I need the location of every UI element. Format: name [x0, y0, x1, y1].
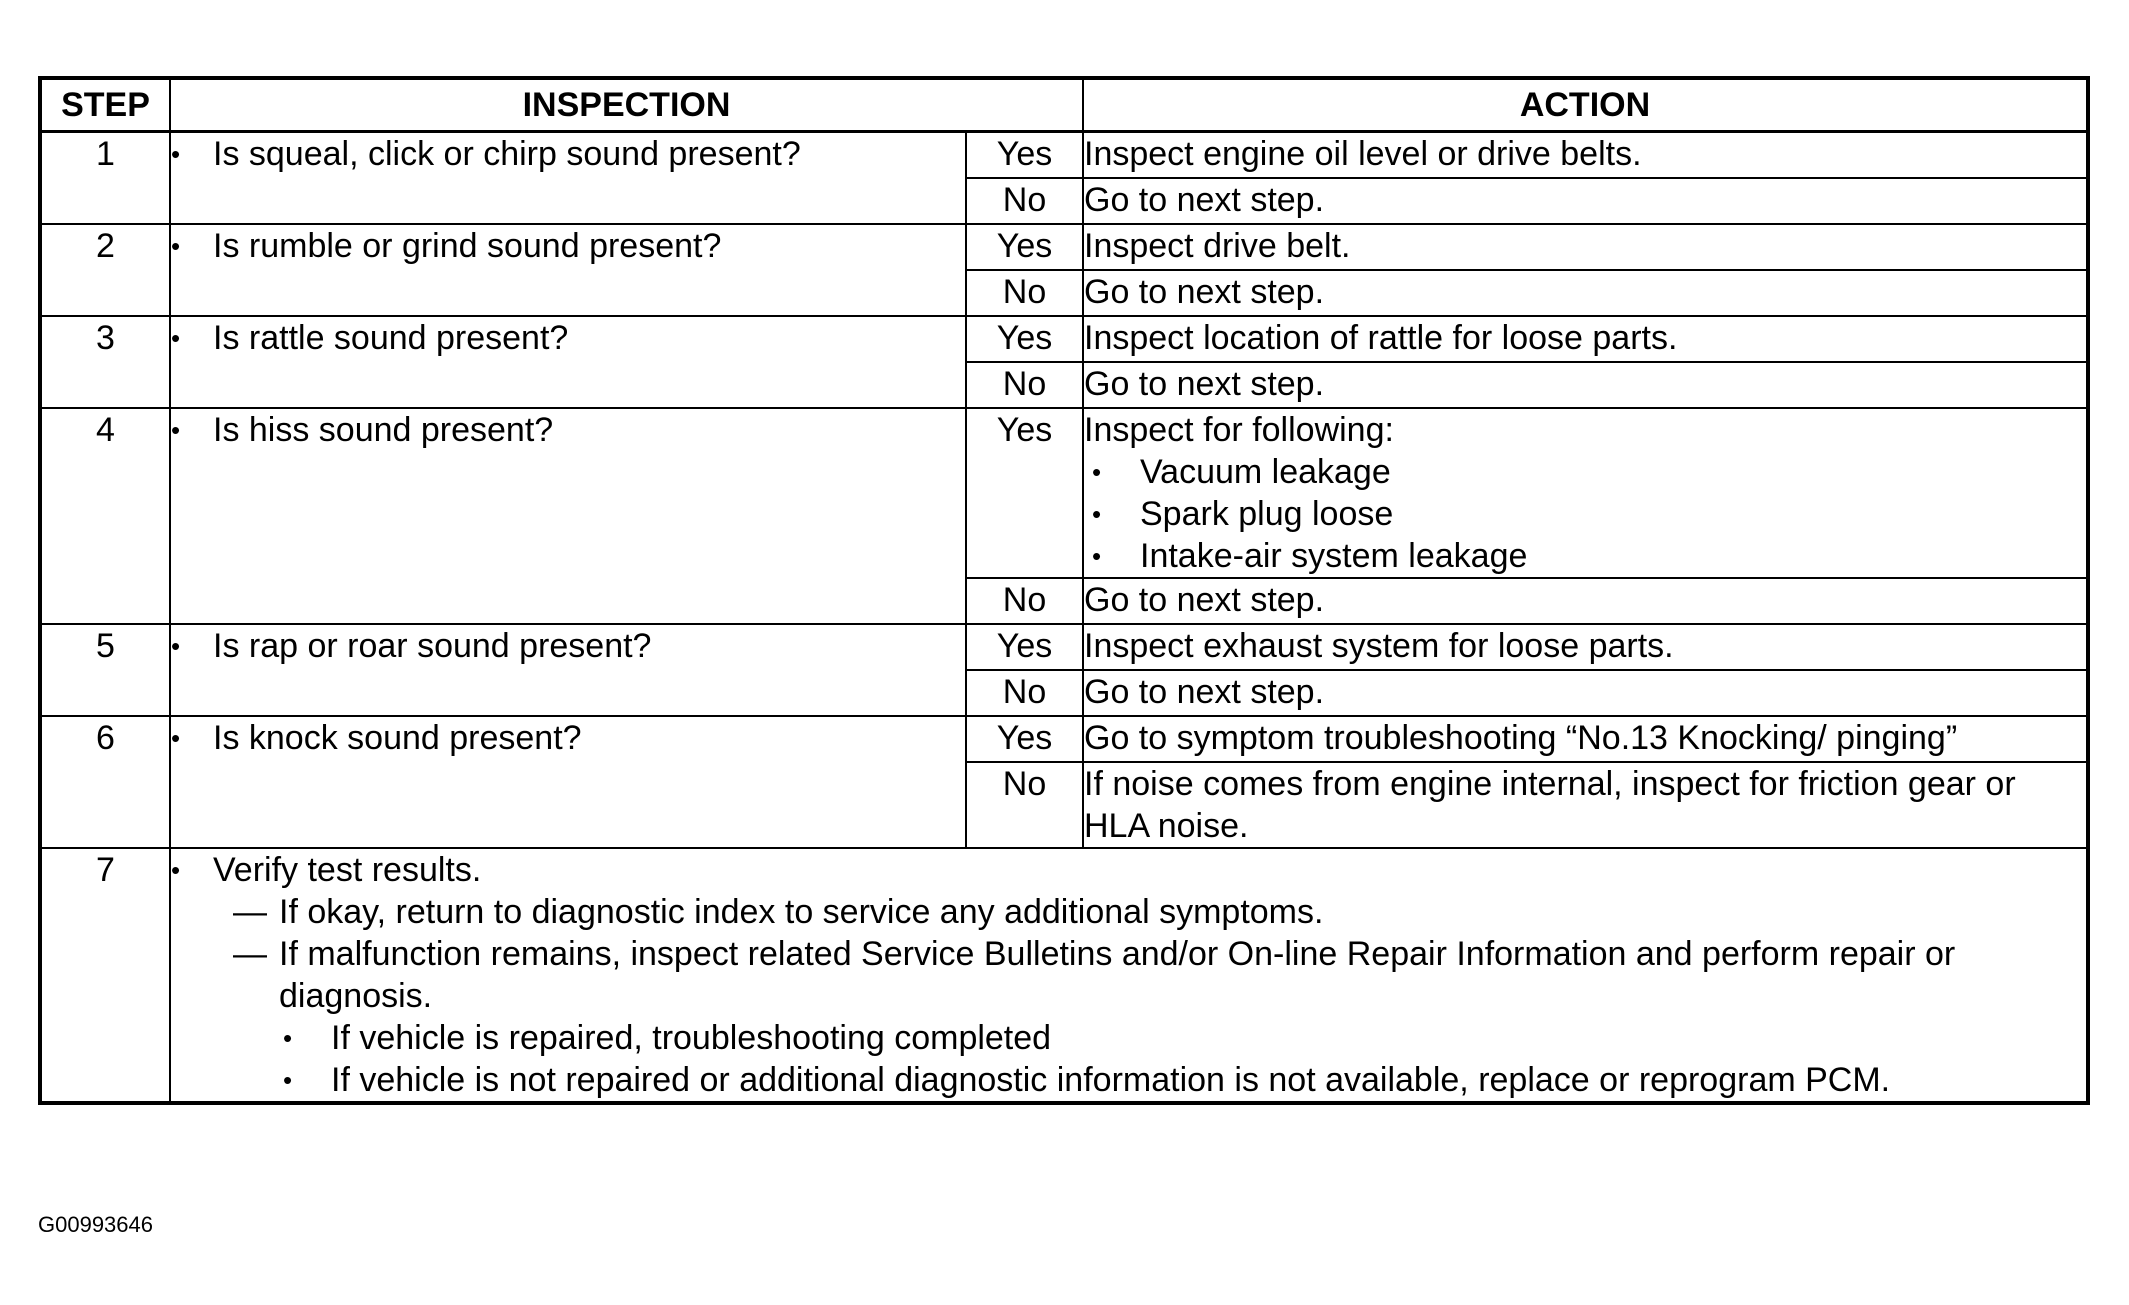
- header-row: [40, 78, 2088, 132]
- step-number: 1: [40, 132, 170, 225]
- answer-no: No: [966, 670, 1083, 716]
- question-text: Is knock sound present?: [213, 719, 582, 757]
- step-number: 5: [40, 624, 170, 716]
- dash-item: [171, 933, 2086, 1017]
- verify-title: Verify test results.: [213, 851, 482, 889]
- answer-yes: Yes: [966, 224, 1083, 270]
- step-row-6-yes: [40, 716, 2088, 762]
- answer-yes: Yes: [966, 716, 1083, 762]
- answer-yes: Yes: [966, 316, 1083, 362]
- inspect-items-list: [1084, 451, 2086, 577]
- answer-no: No: [966, 578, 1083, 624]
- list-item-text: Spark plug loose: [1140, 495, 1394, 533]
- bullet-icon: •: [1092, 541, 1102, 571]
- bullet-icon: •: [171, 139, 181, 169]
- action-yes: Go to symptom troubleshooting “No.13 Knocking/ pinging”: [1083, 716, 2088, 762]
- bullet-icon: •: [1092, 457, 1102, 487]
- sub-item-text: If vehicle is repaired, troubleshooting completed: [331, 1019, 1052, 1057]
- inspection-question: [170, 716, 966, 848]
- sub-bullet-list: [171, 1017, 2086, 1101]
- list-item: [283, 1017, 2086, 1059]
- bullet-icon: •: [171, 415, 181, 445]
- bullet-icon: •: [283, 1023, 293, 1053]
- question-text: Is rap or roar sound present?: [213, 627, 652, 665]
- bullet-icon: •: [283, 1065, 293, 1095]
- answer-yes: Yes: [966, 132, 1083, 179]
- diagnostic-table: [38, 76, 2090, 1105]
- action-yes: Inspect engine oil level or drive belts.: [1083, 132, 2088, 179]
- inspection-question: [170, 316, 966, 408]
- answer-yes: Yes: [966, 624, 1083, 670]
- step-number: 7: [40, 848, 170, 1103]
- bullet-icon: •: [171, 323, 181, 353]
- step-number: 4: [40, 408, 170, 624]
- list-item: [1092, 535, 2086, 577]
- action-yes: Inspect drive belt.: [1083, 224, 2088, 270]
- bullet-icon: •: [171, 723, 181, 753]
- list-item: [1092, 493, 2086, 535]
- bullet-icon: •: [1092, 499, 1102, 529]
- dash-icon: —: [233, 935, 267, 973]
- step-row-1-yes: [40, 132, 2088, 179]
- list-item: [1092, 451, 2086, 493]
- action-yes: Inspect exhaust system for loose parts.: [1083, 624, 2088, 670]
- question-text: Is squeal, click or chirp sound present?: [213, 135, 801, 173]
- answer-no: No: [966, 362, 1083, 408]
- header-step: STEP: [40, 78, 170, 132]
- action-yes-text: Inspect for following:: [1084, 411, 1394, 449]
- action-no: If noise comes from engine internal, inspect for friction gear or HLA noise.: [1083, 762, 2088, 848]
- sub-item-text: If vehicle is not repaired or additional diagnostic information is not available, replace or reprogram PCM.: [331, 1061, 1891, 1099]
- action-no: Go to next step.: [1083, 578, 2088, 624]
- action-no: Go to next step.: [1083, 362, 2088, 408]
- answer-no: No: [966, 762, 1083, 848]
- header-inspection: INSPECTION: [170, 78, 1083, 132]
- inspection-question: [170, 408, 966, 624]
- list-item: [283, 1059, 2086, 1101]
- bullet-icon: •: [171, 231, 181, 261]
- answer-no: No: [966, 178, 1083, 224]
- step-row-7: [40, 848, 2088, 1103]
- step-row-4-yes: [40, 408, 2088, 578]
- dash-item: [171, 891, 2086, 933]
- verify-instructions: [170, 848, 2088, 1103]
- action-yes: [1083, 408, 2088, 578]
- question-text: Is hiss sound present?: [213, 411, 554, 449]
- step-row-3-yes: [40, 316, 2088, 362]
- figure-id-label: G00993646: [38, 1212, 153, 1237]
- step-number: 3: [40, 316, 170, 408]
- inspection-question: [170, 132, 966, 225]
- bullet-icon: •: [171, 631, 181, 661]
- dash-icon: —: [233, 893, 267, 931]
- step-number: 6: [40, 716, 170, 848]
- answer-yes: Yes: [966, 408, 1083, 578]
- action-no: Go to next step.: [1083, 670, 2088, 716]
- step-row-5-yes: [40, 624, 2088, 670]
- action-yes: Inspect location of rattle for loose parts.: [1083, 316, 2088, 362]
- action-no: Go to next step.: [1083, 178, 2088, 224]
- steps-body: [40, 132, 2088, 1104]
- list-item-text: Vacuum leakage: [1140, 453, 1391, 491]
- inspection-question: [170, 624, 966, 716]
- header-action: ACTION: [1083, 78, 2088, 132]
- bullet-icon: •: [171, 855, 181, 885]
- inspection-question: [170, 224, 966, 316]
- step-row-2-yes: [40, 224, 2088, 270]
- question-text: Is rumble or grind sound present?: [213, 227, 722, 265]
- dash-item-text: If malfunction remains, inspect related Service Bulletins and/or On-line Repair Information and perform repair or diagnosis.: [279, 935, 1956, 1015]
- question-text: Is rattle sound present?: [213, 319, 569, 357]
- step-number: 2: [40, 224, 170, 316]
- action-no: Go to next step.: [1083, 270, 2088, 316]
- answer-no: No: [966, 270, 1083, 316]
- dash-item-text: If okay, return to diagnostic index to service any additional symptoms.: [279, 893, 1324, 931]
- list-item-text: Intake-air system leakage: [1140, 537, 1528, 575]
